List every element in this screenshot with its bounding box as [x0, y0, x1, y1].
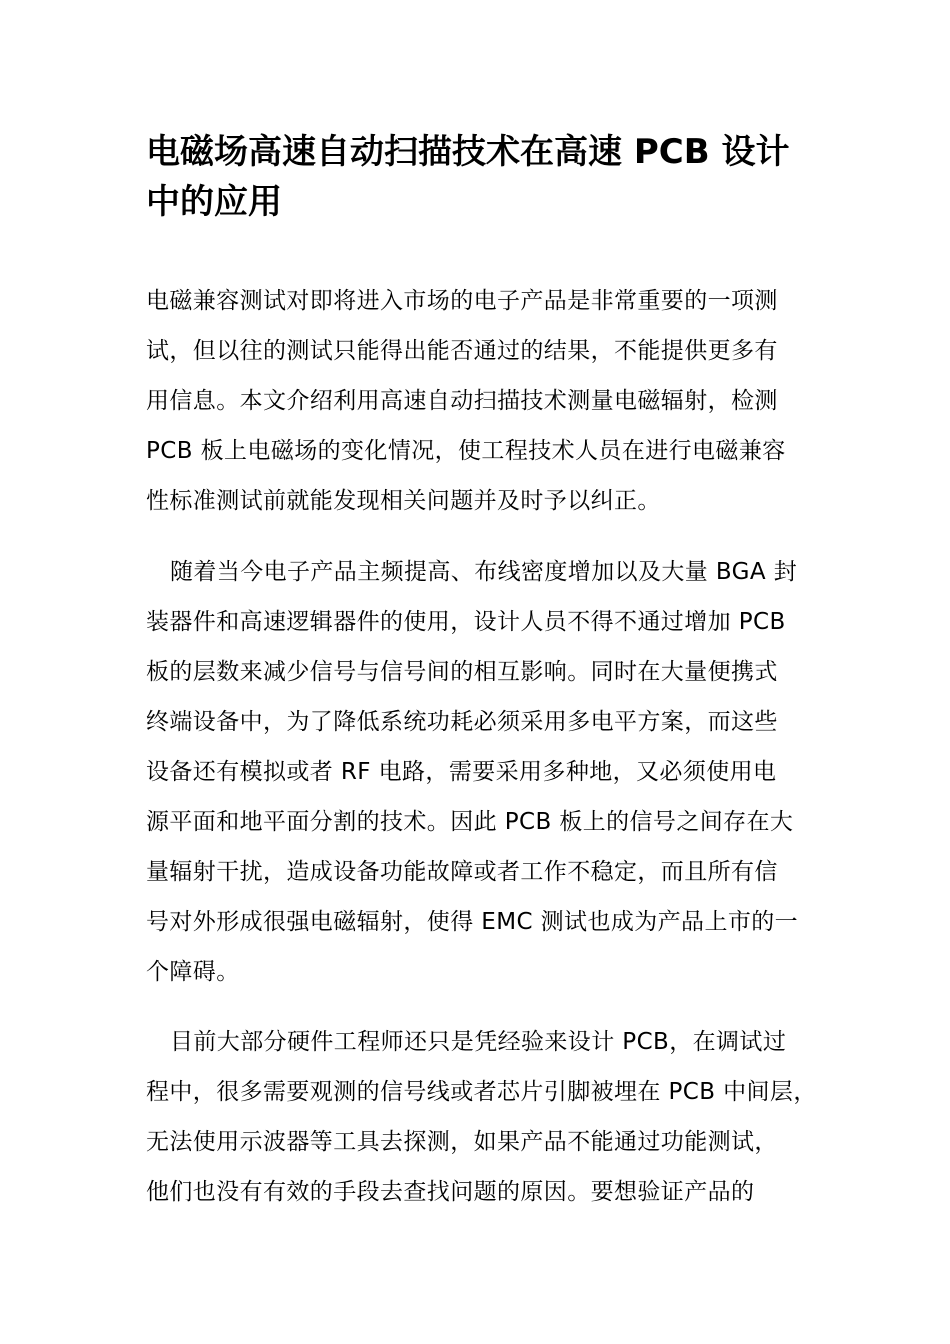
- paragraph-2-line-1: 随着当今电子产品主频提高、布线密度增加以及大量 BGA 封: [170, 559, 798, 585]
- paragraph-2-line-4: 终端设备中，为了降低系统功耗必须采用多电平方案，而这些: [146, 709, 778, 735]
- paragraph-3-line-3: 无法使用示波器等工具去探测，如果产品不能通过功能测试，: [146, 1129, 778, 1155]
- paragraph-2-line-2: 装器件和高速逻辑器件的使用，设计人员不得不通过增加 PCB: [146, 609, 786, 635]
- paragraph-1-line-2: 试，但以往的测试只能得出能否通过的结果，不能提供更多有: [146, 338, 778, 364]
- paragraph-3-line-1: 目前大部分硬件工程师还只是凭经验来设计 PCB，在调试过: [170, 1029, 787, 1055]
- paragraph-1-line-4: PCB 板上电磁场的变化情况，使工程技术人员在进行电磁兼容: [146, 438, 786, 464]
- paragraph-2-line-3: 板的层数来减少信号与信号间的相互影响。同时在大量便携式: [146, 659, 778, 685]
- paragraph-2-line-5: 设备还有模拟或者 RF 电路，需要采用多种地，又必须使用电: [146, 759, 777, 785]
- paragraph-2-line-9: 个障碍。: [146, 959, 240, 985]
- document-title-line-2: 中的应用: [146, 182, 282, 222]
- paragraph-1-line-5: 性标准测试前就能发现相关问题并及时予以纠正。: [146, 488, 661, 514]
- document-title-line-1: 电磁场高速自动扫描技术在高速 PCB 设计: [146, 132, 790, 172]
- paragraph-3-line-4: 他们也没有有效的手段去查找问题的原因。要想验证产品的: [146, 1179, 755, 1205]
- paragraph-2-line-6: 源平面和地平面分割的技术。因此 PCB 板上的信号之间存在大: [146, 809, 794, 835]
- paragraph-2-line-8: 号对外形成很强电磁辐射，使得 EMC 测试也成为产品上市的一: [146, 909, 799, 935]
- paragraph-3-line-2: 程中，很多需要观测的信号线或者芯片引脚被埋在 PCB 中间层，: [146, 1079, 817, 1105]
- paragraph-2-line-7: 量辐射干扰，造成设备功能故障或者工作不稳定，而且所有信: [146, 859, 778, 885]
- paragraph-1-line-1: 电磁兼容测试对即将进入市场的电子产品是非常重要的一项测: [146, 288, 778, 314]
- paragraph-1-line-3: 用信息。本文介绍利用高速自动扫描技术测量电磁辐射，检测: [146, 388, 778, 414]
